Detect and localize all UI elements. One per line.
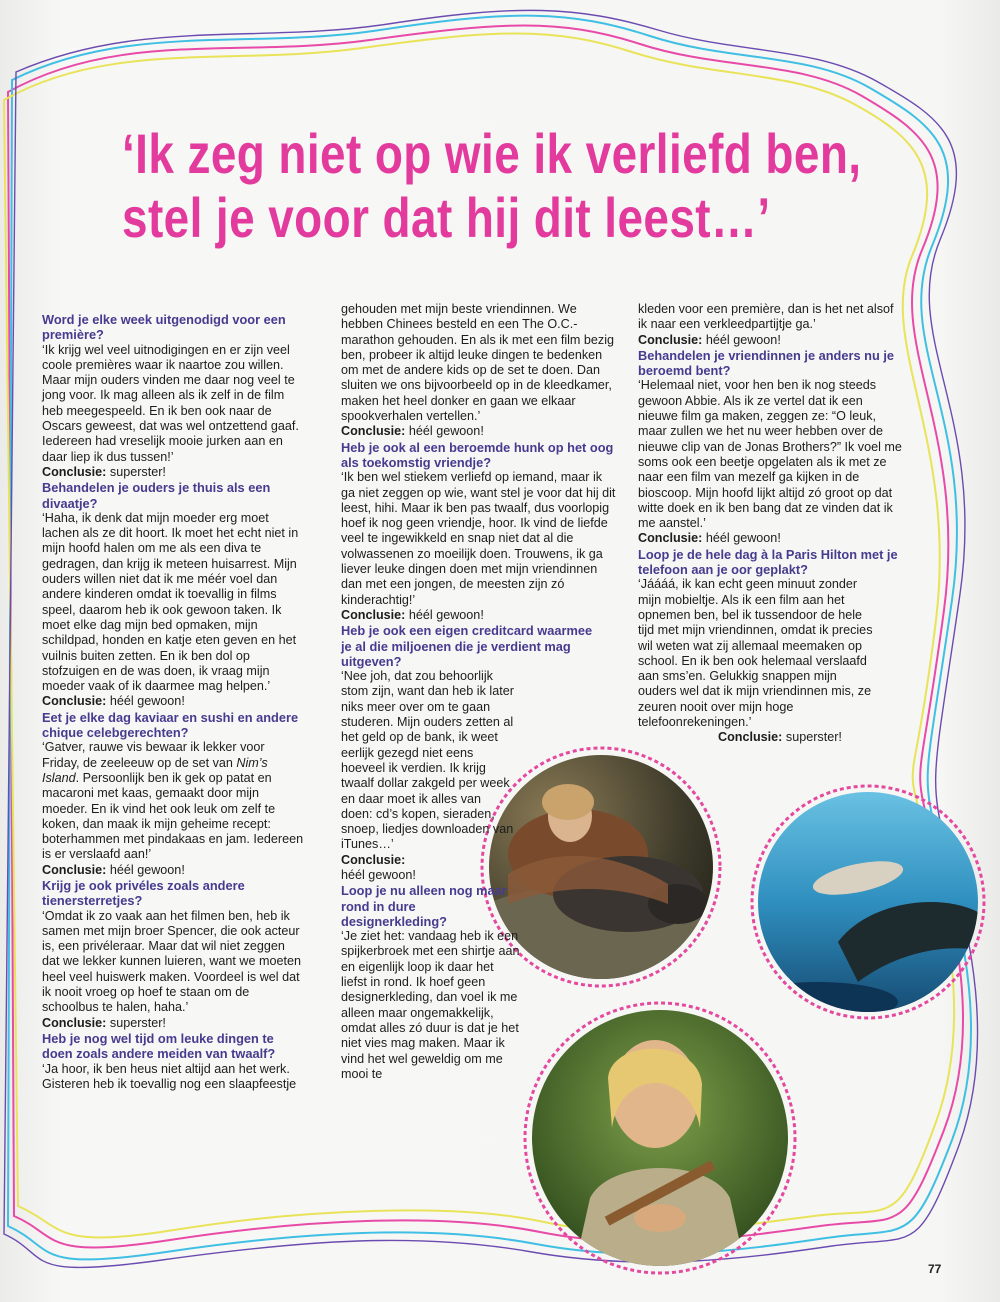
answer-leuke-dingen-continued: gehouden met mijn beste vriendinnen. We hebben Chinees besteld en een The O.C.-marathon gehouden. En als ik met een film bezig ben, probeer ik altijd leuke dingen te bedenken om met de andere kids op de set te doen. Dan sluiten we ons bijvoorbeeld op in de kleedkamer, maken het heel donker en gaan we elkaar spookverhalen vertellen.’ [341,302,615,424]
answer-hunk: ‘Ik ben wel stiekem verliefd op iemand, maar ik ga niet zeggen op wie, want stel je voor dat hij dit leest, hihi. Maar ik ben pas twaalf, dus voorlopig hoef ik nog geen vriendje, hoor. Ik vind de liefde veel te ingewikkeld en snap niet dat al die volwassenen zo moeilijk doen. Trouwens, ik ga liever leuke dingen doen met mijn vriendinnen dan met een jongen, de meesten zijn zó kinderachtig!’ [341,470,616,607]
conclusion-creditcard: Conclusie: héél gewoon! [341,852,416,882]
conclusion-priveles: Conclusie: superster! [42,1015,166,1030]
answer-leuke-dingen: ‘Ja hoor, ik ben heus niet altijd aan het werk. Gisteren heb ik toevallig nog een slaapfeestje [42,1061,297,1091]
conclusion-hunk: Conclusie: héél gewoon! [341,607,484,622]
question-leuke-dingen: Heb je nog wel tijd om leuke dingen te doen zoals andere meiden van twaalf? [42,1030,276,1062]
question-vriendinnen: Behandelen je vriendinnen je anders nu je beroemd bent? [638,347,895,379]
conclusion-kaviaar: Conclusie: héél gewoon! [42,862,185,877]
answer-kaviaar: ‘Gatver, rauwe vis bewaar ik lekker voor Friday, de zeeleeuw op de set van Nim’s Island. Persoonlijk ben ik gek op patat en macaroni met kaas, gemaakt door mijn moeder. En ik vind het ook leuk om zelf te koken, dan maak ik mijn geheime recept: boterhammen met pindakaas en jam. Iedereen is er verslaafd aan!’ [42,740,304,862]
column-1 [42,312,304,1092]
conclusion-diva: Conclusie: héél gewoon! [42,694,185,709]
answer-designerkleding: ‘Je ziet het: vandaag heb ik een spijkerbroek met een shirtje aan en eigenlijk loop ik daar het liefst in rond. Ik hoef geen designerkleding, dan voel ik me alleen maar ongemakkelijk, omdat alles zó duur is dat je het niet vies mag maken. Maar ik vind het wel geweldig om me mooi te [341,929,520,1081]
answer-vriendinnen: ‘Helemaal niet, voor hen ben ik nog steeds gewoon Abbie. Als ik ze vertel dat ik een nieuwe film ga maken, zeggen ze: “O leuk, maar zullen we het nu weer hebben over de nieuwe clip van de Jonas Brothers?” Ik voel me soms ook een beetje opgelaten als ik met ze naar een film van mezelf ga kijken in de bioscoop. Mijn hoofd lijkt altijd zó groot op dat witte doek en ik ben bang dat ze vinden dat ik me aanstel.’ [638,378,902,531]
headline-line-1: ‘Ik zeg niet op wie ik verliefd ben, [122,122,862,185]
headline [122,122,862,250]
answer-paris-hilton: ‘Jáááá, ik kan echt geen minuut zonder mijn mobieltje. Als ik een film aan het opnemen ben, bel ik tussendoor de hele tijd met mijn vriendinnen, omdat ik precies wil weten wat zij allemaal meemaken op school. En ik ben ook helemaal verslaafd aan sms’en. Gelukkig snappen mijn ouders wel dat ik mijn vriendinnen mis, ze zeuren nooit over mijn hoge telefoonrekeningen.’ [638,577,873,730]
photo-underwater-sea-lion [748,782,988,1022]
question-hunk: Heb je ook al een beroemde hunk op het oog als toekomstig vriendje? [341,439,614,470]
question-designerkleding: Loop je nu alleen nog maar rond in dure designerkleding? [341,883,507,929]
question-paris-hilton: Loop je de hele dag à la Paris Hilton met je telefoon aan je oor geplakt? [638,546,898,578]
column-3 [638,302,904,746]
answer-diva: ‘Haha, ik denk dat mijn moeder erg moet lachen als ze dit hoort. Ik moet het echt niet in mijn hoofd halen om me als een diva te gedragen, dan krijg ik meteen huisarrest. Mijn ouders willen niet dat ik me méér voel dan andere kinderen omdat ik toevallig in films speel, daarom heb ik ook gewoon taken. Ik moet elke dag mijn bed opmaken, mijn schildpad, honden en katje eten geven en het vuilnis buiten zetten. En ik ben dol op stofzuigen en de was doen, ik vraag mijn moeder vaak of ik daarmee mag helpen.’ [42,510,299,694]
conclusion-premiere: Conclusie: superster! [42,464,166,479]
conclusion-paris-hilton: Conclusie: superster! [718,730,842,745]
answer-priveles: ‘Omdat ik zo vaak aan het filmen ben, heb ik samen met mijn broer Spencer, die ook acteur is, een privéleraar. Maar dat wil niet zeggen dat we lekker kunnen luieren, want we moeten heel veel huiswerk maken. Voordeel is wel dat ik nooit vroeg op hoef te staan om de schoolbus te halen, haha.’ [42,908,302,1015]
conclusion-vriendinnen: Conclusie: héél gewoon! [638,531,781,546]
answer-creditcard: ‘Nee joh, dat zou behoorlijk stom zijn, want dan heb ik later niks meer over om te gaan studeren. Mijn ouders zetten al het geld op de bank, ik weet eerlijk gezegd niet eens hoeveel ik verdien. Ik krijg twaalf dollar zakgeld per week en daar moet ik alles van doen: cd’s kopen, sieraden, snoep, liedjes downloaden van iTunes…’ [341,669,514,852]
page-number: 77 [928,1262,942,1276]
question-priveles: Krijg je ook privéles zoals andere tienersterretjes? [42,877,245,909]
headline-line-2: stel je voor dat hij dit leest…’ [122,186,771,249]
answer-designerkleding-continued: kleden voor een première, dan is het net alsof ik naar een verkleedpartijtje ga.’ [638,302,894,332]
conclusion-designerkleding: Conclusie: héél gewoon! [638,332,781,347]
column-2 [341,302,616,1082]
question-diva: Behandelen je ouders je thuis als een divaatje? [42,480,271,511]
question-premiere: Word je elke week uitgenodigd voor een première? [42,312,286,343]
conclusion-leuke-dingen: Conclusie: héél gewoon! [341,424,484,439]
question-creditcard: Heb je ook een eigen creditcard waarmee je al die miljoenen die je verdient mag uitgeven? [341,623,593,669]
question-kaviaar: Eet je elke dag kaviaar en sushi en andere chique celebgerechten? [42,709,299,741]
answer-premiere: ‘Ik krijg wel veel uitnodigingen en er zijn veel coole premières waar ik naartoe zou willen. Maar mijn ouders vinden me daar nog veel te jong voor. Ik mag alleen als ik zelf in de film heb meegespeeld. En ik ben ook naar de Oscars geweest, dat was wel ontzettend gaaf. Iedereen had vreselijk mooie jurken aan en daar liep ik dus tussen!’ [42,342,299,464]
